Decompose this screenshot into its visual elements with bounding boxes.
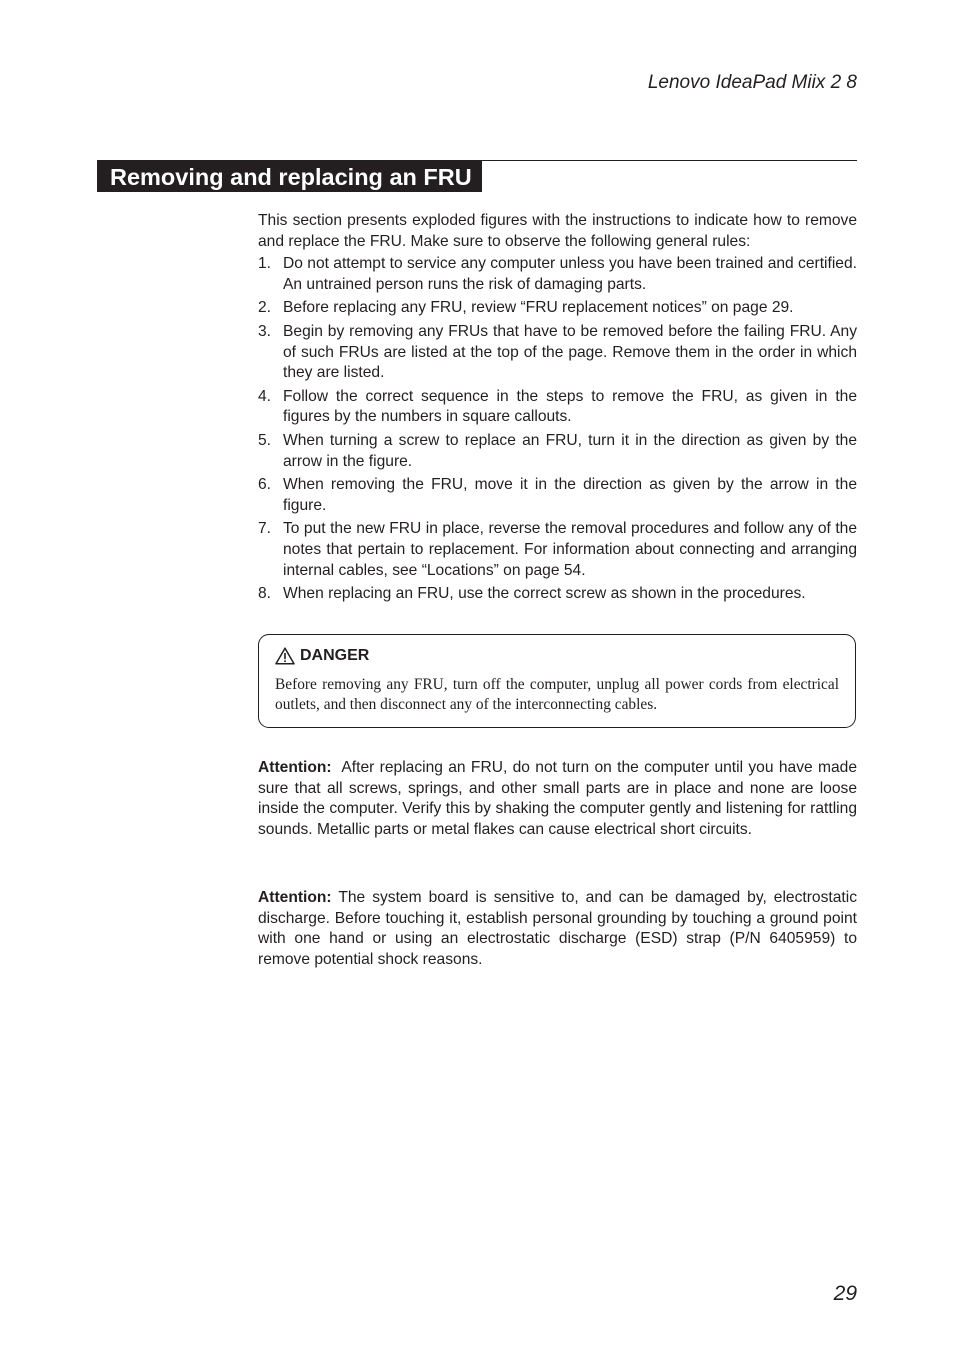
section-title: Removing and replacing an FRU bbox=[97, 160, 482, 192]
list-item-number: 7. bbox=[258, 520, 272, 538]
list-item bbox=[258, 519, 857, 581]
intro-paragraph: This section presents exploded figures with the instructions to indicate how to remove and replace the FRU. Make sure to observe the following general rules: bbox=[258, 212, 857, 250]
list-item-text: Before replacing any FRU, review “FRU replacement notices” on page 29. bbox=[283, 299, 794, 317]
list-item-number: 3. bbox=[258, 322, 272, 340]
attention-label: Attention: bbox=[258, 759, 332, 776]
attention-paragraph-2 bbox=[258, 888, 857, 970]
list-item-text: Follow the correct sequence in the steps to remove the FRU, as given in the figures by the numbers in square callouts. bbox=[283, 387, 857, 426]
list-item-text: To put the new FRU in place, reverse the removal procedures and follow any of the notes that pertain to replacement. For information about connecting and arranging internal cables, see “Locations” on page 54. bbox=[283, 520, 857, 579]
list-item-text: Do not attempt to service any computer unless you have been trained and certified. An untrained person runs the risk of damaging parts. bbox=[283, 255, 857, 293]
attention-text: The system board is sensitive to, and can be damaged by, electrostatic discharge. Before touching it, establish personal grounding by touching a ground point with one hand or using an electrostatic discharge (ESD) strap (P/N 6405959) to remove potential shock reasons. bbox=[258, 889, 857, 968]
danger-text: Before removing any FRU, turn off the computer, unplug all power cords from electrical outlets, and then disconnect any of the interconnecting cables. bbox=[275, 676, 839, 713]
list-item-number: 5. bbox=[258, 431, 272, 449]
list-item bbox=[258, 254, 857, 295]
list-item-text: When turning a screw to replace an FRU, turn it in the direction as given by the arrow in the figure. bbox=[283, 431, 857, 470]
list-item-number: 6. bbox=[258, 476, 272, 494]
list-item-number: 1. bbox=[258, 255, 272, 273]
list-item bbox=[258, 298, 857, 319]
list-item-text: When replacing an FRU, use the correct screw as shown in the procedures. bbox=[283, 585, 806, 603]
list-item bbox=[258, 475, 857, 516]
page-number: 29 bbox=[833, 1282, 857, 1305]
list-item-number: 8. bbox=[258, 585, 272, 603]
warning-triangle-icon bbox=[275, 647, 295, 665]
list-item bbox=[258, 322, 857, 384]
attention-paragraph-1 bbox=[258, 758, 857, 840]
danger-label: DANGER bbox=[300, 647, 370, 664]
list-item-text: Begin by removing any FRUs that have to be removed before the failing FRU. Any of such FRUs are listed at the top of the page. Remove them in the order in which they are listed. bbox=[283, 322, 857, 382]
list-item-number: 2. bbox=[258, 299, 272, 317]
rules-list bbox=[258, 254, 857, 605]
list-item-text: When removing the FRU, move it in the direction as given by the arrow in the figure. bbox=[283, 476, 857, 514]
list-item bbox=[258, 387, 857, 428]
attention-label: Attention: bbox=[258, 889, 332, 906]
list-item bbox=[258, 431, 857, 472]
list-item-number: 4. bbox=[258, 387, 272, 405]
attention-text: After replacing an FRU, do not turn on the computer until you have made sure that all screws, springs, and other small parts are in place and none are loose inside the computer. Verify this by shaking the computer gently and listening for rattling sounds. Metallic parts or metal flakes can cause electrical short circuits. bbox=[258, 759, 857, 838]
danger-notice bbox=[258, 634, 856, 728]
running-header: Lenovo IdeaPad Miix 2 8 bbox=[647, 72, 857, 93]
danger-heading bbox=[275, 647, 369, 665]
list-item bbox=[258, 584, 857, 605]
main-content bbox=[258, 211, 857, 608]
